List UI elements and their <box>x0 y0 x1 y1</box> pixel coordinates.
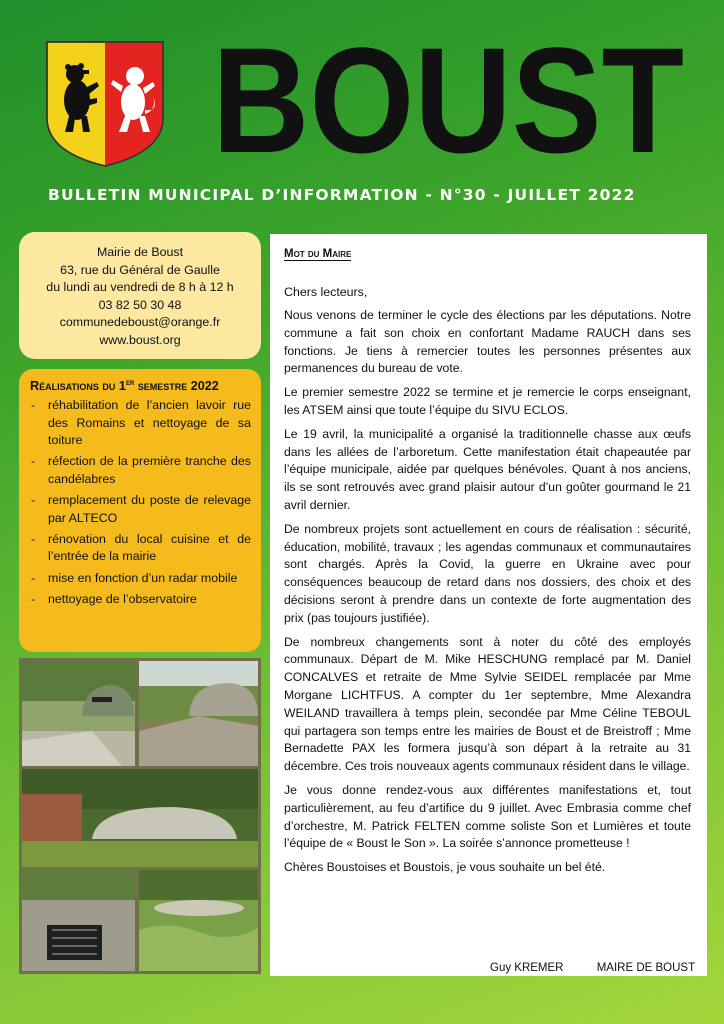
contact-line: Mairie de Boust <box>96 245 184 259</box>
contact-line: 63, rue du Général de Gaulle <box>60 262 220 277</box>
masthead-town-name: BOUST <box>212 30 684 170</box>
signature-name: Guy KREMER <box>490 962 564 974</box>
contact-line: du lundi au vendredi de 8 h à 12 h <box>46 280 234 295</box>
list-item: - réhabilitation de l’ancien lavoir rue des Romains et nettoyage de sa toiture <box>31 398 251 447</box>
article-heading: Mot du Maire <box>284 248 352 260</box>
article-greeting: Chers lecteurs, <box>284 285 368 299</box>
bunker-embrasure-photo <box>22 870 135 971</box>
realisations-box <box>19 369 261 652</box>
article-paragraph: De nombreux projets sont actuellement en cours de réalisation : sécurité, éducation, mobilité, travaux ; les agendas communaux et communautaires sont chargés. Après la Covid, la guerre en Ukraine avec pour conséquences beaucoup de retard dans nos dossiers, des choix et des décisions seront à prendre dans un contexte de forte augmentation des prix (pas toujours justifiée). <box>284 521 691 625</box>
bunker-dome-photo <box>22 661 135 766</box>
bulletin-subtitle: BULLETIN MUNICIPAL D’INFORMATION - N°30 - JUILLET 2022 <box>48 186 636 204</box>
article-paragraph: Chères Boustoises et Boustois, je vous souhaite un bel été. <box>284 860 606 875</box>
article-paragraph: Le premier semestre 2022 se termine et je remercie le corps enseignant, les ATSEM ainsi que toute l’équipe du SIVU ECLOS. <box>284 385 691 417</box>
contact-box <box>19 232 261 359</box>
list-item: - remplacement du poste de relevage par ALTECO <box>31 493 251 525</box>
article-paragraph: Le 19 avril, la municipalité a organisé la traditionnelle chasse aux œufs dans les allées de l’arboretum. Cette manifestation était chapeautée par l’équipe municipale, aidée par quelques bénévoles. Quant à nos anciens, ils se sont retrouvés avec grand plaisir autour d’un goûter gourmand le 21 avril dernier. <box>284 426 691 512</box>
article-paragraph: Nous venons de terminer le cycle des élections par les députations. Notre commune a fait son choix en confortant Madame RAUCH dans ses fonctions. Je tiens à remercier toutes les personnes présentes aux permanences du bureau de vote. <box>284 308 691 376</box>
list-item: - réfection de la première tranche des candélabres <box>31 454 251 486</box>
masthead-title <box>198 30 698 170</box>
town-crest-icon <box>45 40 165 168</box>
contact-phone: 03 82 50 30 48 <box>98 297 182 312</box>
realisations-list <box>30 397 251 608</box>
contact-email: communedeboust@orange.fr <box>59 315 221 330</box>
contact-website: www.boust.org <box>99 332 181 347</box>
article-paragraph: De nombreux changements sont à noter du côté des employés communaux. Départ de M. Mike HESCHUNG remplacé par M. Daniel CONCALVES et retraite de Mme Sylvie SEIDEL remplacée par Mme Morgane LICHTFUS. A compter du 1er septembre, Mme Alexandra WEILAND travaillera à temps plein, secondée par Mme Céline TEBOUL qui partagera son temps entre les mairies de Boust et de Breistroff ; Mme Bernadette PAX les formera jusqu’à son départ à la retraite au 31 décembre. Ces trois nouveaux agents communaux résident dans le village. <box>284 634 691 774</box>
article-signature <box>490 962 695 974</box>
bunker-turret-photo <box>139 661 258 766</box>
signature-title: MAIRE DE BOUST <box>596 962 696 974</box>
photo-collage <box>19 658 261 974</box>
realisations-title: Réalisations du 1er semestre 2022 <box>30 378 219 394</box>
meadow-photo <box>139 870 258 971</box>
list-item: - rénovation du local cuisine et de l’entrée de la mairie <box>31 532 251 564</box>
list-item: - mise en fonction d’un radar mobile <box>31 570 238 585</box>
article-paragraph: Je vous donne rendez-vous aux différentes manifestations et, tout particulièrement, au feu d’artifice du 9 juillet. Avec Embrasia comme chef d’orchestre, M. Patrick FELTEN comme soliste Son et Lumières et toute l’équipe de « Boust le Son ». La soirée s’annonce prometteuse ! <box>284 782 691 851</box>
list-item: - nettoyage de l’observatoire <box>31 592 197 607</box>
mayor-article <box>270 234 707 976</box>
bunker-field-photo <box>22 769 258 867</box>
